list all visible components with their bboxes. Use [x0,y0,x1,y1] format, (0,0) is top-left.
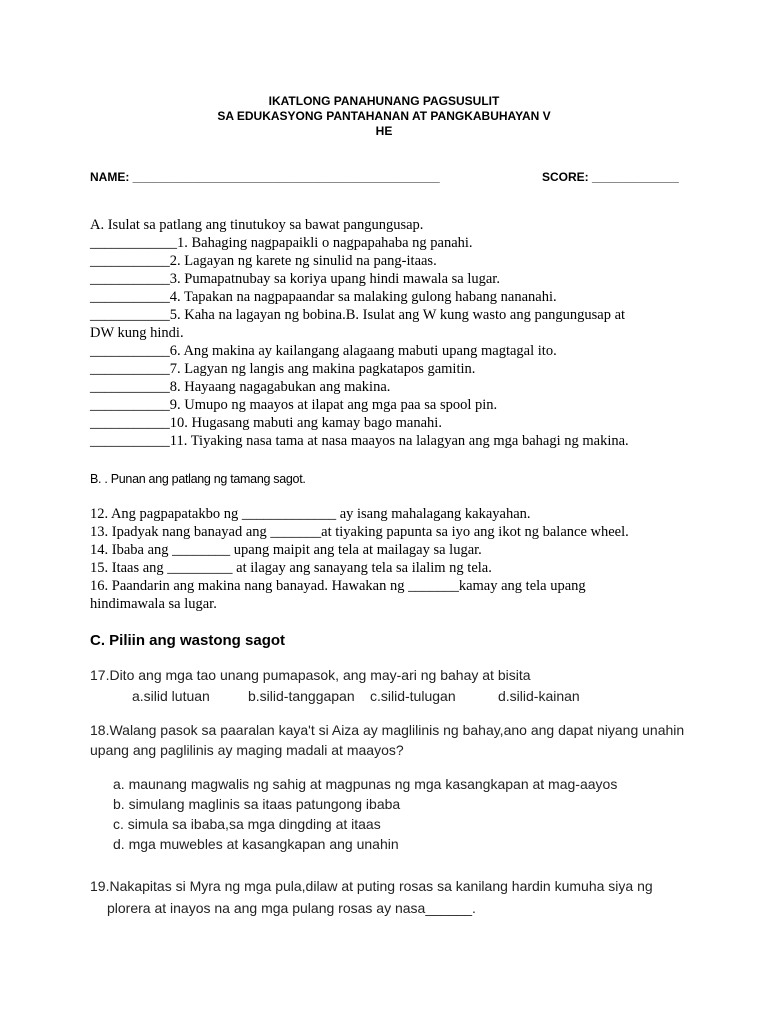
section-a-item: ___________6. Ang makina ay kailangang alagaang mabuti upang magtagal ito. [90,343,557,359]
question-18: 18.Walang pasok sa paaralan kaya't si Aiza ay maglilinis ng bahay,ano ang dapat niyang unahin [90,722,685,738]
option-b: b.silid-tanggapan [248,688,355,704]
section-a-item: ___________2. Lagayan ng karete ng sinulid na pang-itaas. [90,253,437,269]
section-a-item: ___________10. Hugasang mabuti ang kamay bago manahi. [90,415,442,431]
section-b-item: 14. Ibaba ang ________ upang maipit ang tela at mailagay sa lugar. [90,542,482,558]
section-a-item: ___________7. Lagyan ng langis ang makina pagkatapos gamitin. [90,361,476,377]
exam-subject-code: HE [375,124,393,138]
section-a-item: ___________8. Hayaang nagagabukan ang makina. [90,379,391,395]
section-b-item: 12. Ang pagpapatakbo ng _____________ ay isang mahalagang kakayahan. [90,506,531,522]
question-19-continued: plorera at inayos na ang mga pulang rosas ay nasa______. [107,900,476,916]
option-c: c.silid-tulugan [370,688,456,704]
section-a-item: ___________4. Tapakan na nagpapaandar sa malaking gulong habang nananahi. [90,289,557,305]
name-field[interactable]: NAME: ______________________________________________ [90,170,440,184]
question-18-continued: upang ang paglilinis ay maging madali at maayos? [90,742,404,758]
option-a: a. maunang magwalis ng sahig at magpunas ng mga kasangkapan at mag-aayos [113,776,618,792]
question-19: 19.Nakapitas si Myra ng mga pula,dilaw at puting rosas sa kanilang hardin kumuha siya ng [90,878,653,894]
option-b: b. simulang maglinis sa itaas patungong ibaba [113,796,401,812]
exam-title: IKATLONG PANAHUNANG PAGSUSULIT [268,94,500,108]
question-17: 17.Dito ang mga tao unang pumapasok, ang may-ari ng bahay at bisita [90,667,531,683]
section-a-instruction: A. Isulat sa patlang ang tinutukoy sa bawat pangungusap. [90,217,424,233]
section-c-heading: C. Piliin ang wastong sagot [90,632,286,649]
section-a-item: ____________1. Bahaging nagpapaikli o nagpapahaba ng panahi. [90,235,473,251]
option-d: d. mga muwebles at kasangkapan ang unahin [113,836,399,852]
option-c: c. simula sa ibaba,sa mga dingding at itaas [113,816,381,832]
section-b-item: 15. Itaas ang _________ at ilagay ang sanayang tela sa ilalim ng tela. [90,560,492,576]
section-b-item: 13. Ipadyak nang banayad ang _______at tiyaking papunta sa iyo ang ikot ng balance wheel. [90,524,629,540]
section-a-item: ___________11. Tiyaking nasa tama at nasa maayos na lalagyan ang mga bahagi ng makina. [90,433,629,449]
score-field[interactable]: SCORE: _____________ [542,170,679,184]
section-b-item-continued: hindimawala sa lugar. [90,596,217,612]
section-b-instruction: B. . Punan ang patlang ng tamang sagot. [90,472,306,486]
section-a-item: ___________3. Pumapatnubay sa koriya upang hindi mawala sa lugar. [90,271,500,287]
section-b-item: 16. Paandarin ang makina nang banayad. Hawakan ng _______kamay ang tela upang [90,578,586,594]
section-a-item: ___________9. Umupo ng maayos at ilapat ang mga paa sa spool pin. [90,397,498,413]
section-a-item-continued: DW kung hindi. [90,325,184,341]
option-d: d.silid-kainan [498,688,580,704]
exam-subject: SA EDUKASYONG PANTAHANAN AT PANGKABUHAYAN V [217,109,551,123]
option-a: a.silid lutuan [132,688,210,704]
section-a-item: ___________5. Kaha na lagayan ng bobina.B. Isulat ang W kung wasto ang pangungusap at [90,307,626,323]
